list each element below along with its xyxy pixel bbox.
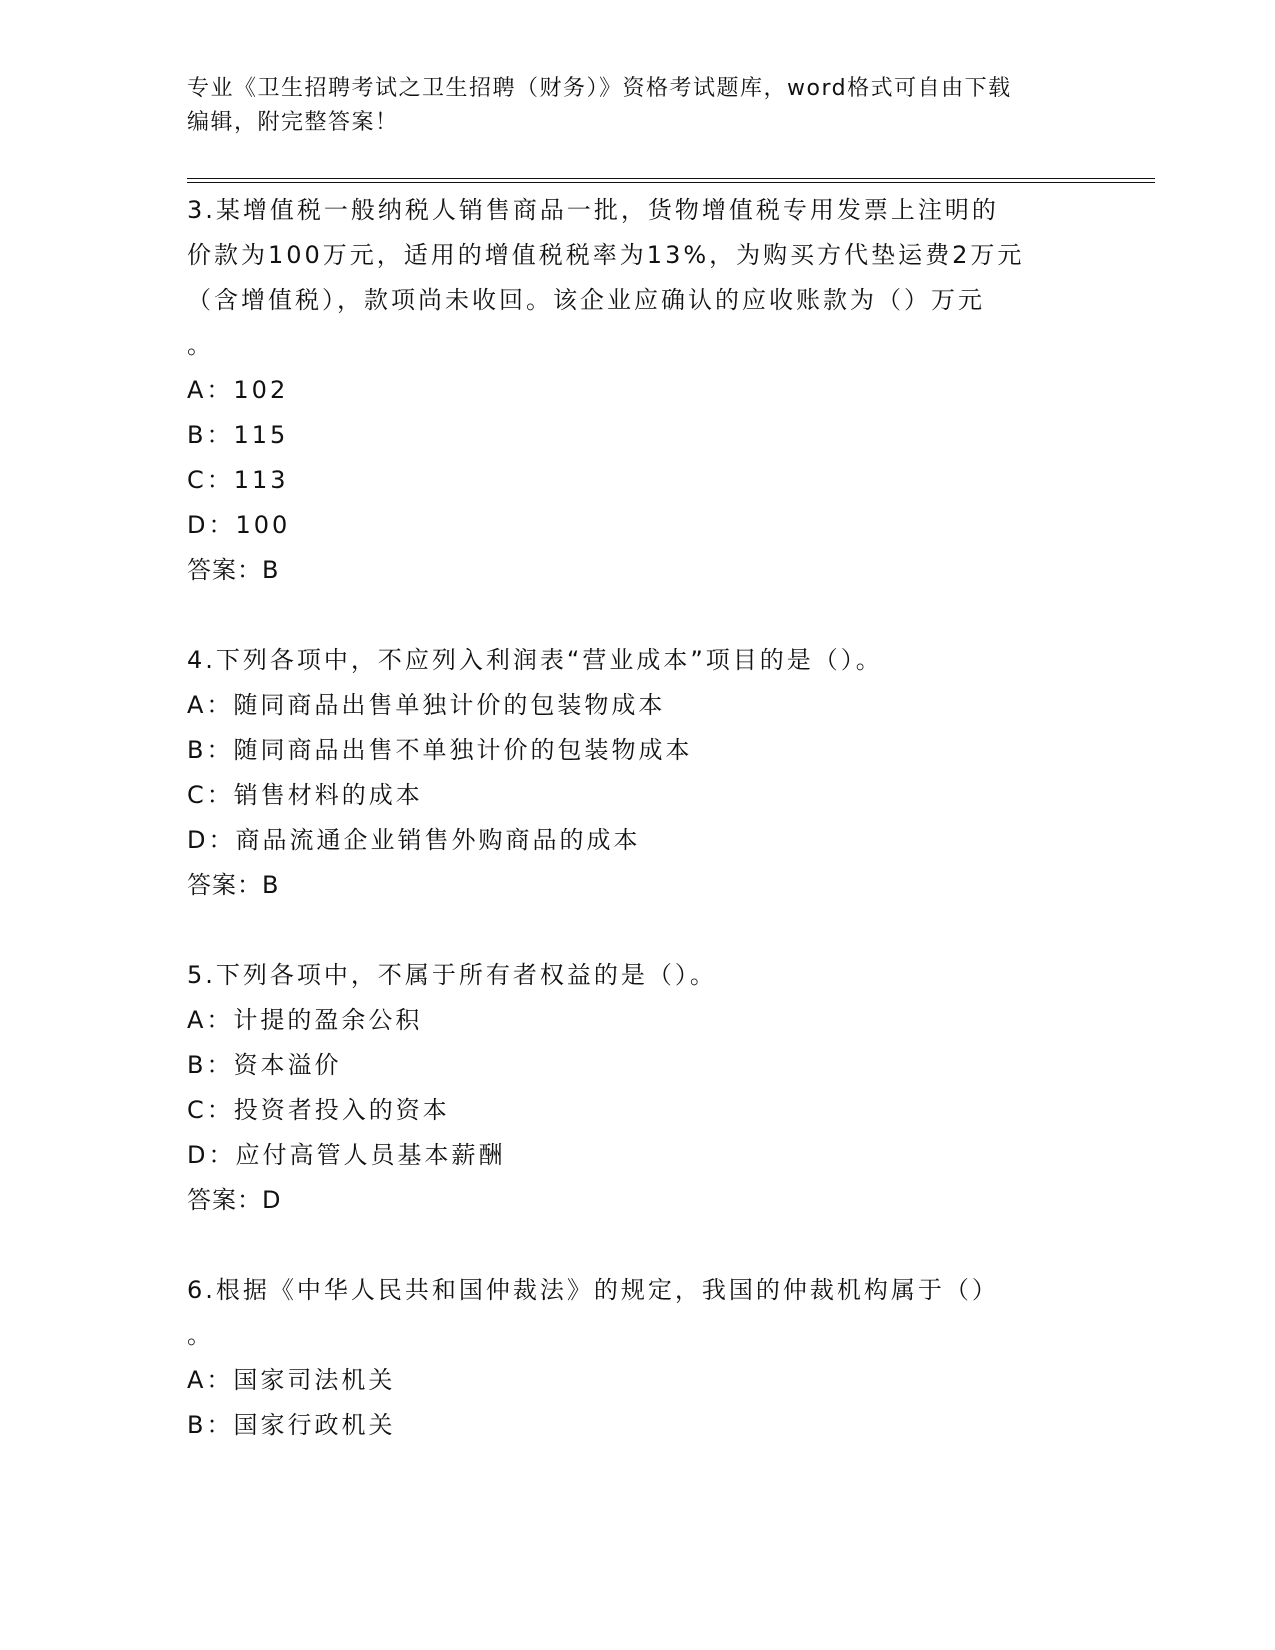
question-4 [187,638,1087,908]
question-list [187,188,1087,1448]
question-stem-line: 。 [187,331,214,359]
question-6 [187,1268,1087,1448]
header-line-1: 专业《卫生招聘考试之卫生招聘（财务）》资格考试题库，word格式可自由下载 [187,76,1012,101]
question-5 [187,953,1087,1223]
option-b: B：随同商品出售不单独计价的包装物成本 [187,736,693,764]
answer-line: 答案：D [187,1186,282,1214]
option-c: C：113 [187,466,289,494]
question-stem-line: 。 [187,1321,214,1349]
question-stem-line: （含增值税），款项尚未收回。该企业应确认的应收账款为（）万元 [187,286,985,314]
option-c: C：销售材料的成本 [187,781,423,809]
option-d: D：应付高管人员基本薪酬 [187,1141,506,1169]
question-stem-line: 5.下列各项中，不属于所有者权益的是（）。 [187,961,717,989]
option-d: D：100 [187,511,291,539]
header-divider [187,178,1155,183]
option-b: B：资本溢价 [187,1051,342,1079]
question-stem-line: 价款为100万元，适用的增值税税率为13%，为购买方代垫运费2万元 [187,241,1025,269]
option-a: A：计提的盈余公积 [187,1006,423,1034]
option-b: B：国家行政机关 [187,1411,396,1439]
answer-line: 答案：B [187,871,280,899]
question-stem-line: 4.下列各项中，不应列入利润表“营业成本”项目的是（）。 [187,646,883,674]
option-a: A：国家司法机关 [187,1366,396,1394]
question-stem-line: 6.根据《中华人民共和国仲裁法》的规定，我国的仲裁机构属于（） [187,1276,999,1304]
document-header [187,72,1087,140]
option-a: A：随同商品出售单独计价的包装物成本 [187,691,666,719]
option-c: C：投资者投入的资本 [187,1096,450,1124]
header-line-2: 编辑，附完整答案！ [187,110,399,135]
option-a: A：102 [187,376,289,404]
option-d: D：商品流通企业销售外购商品的成本 [187,826,641,854]
question-3 [187,188,1087,593]
question-stem-line: 3.某增值税一般纳税人销售商品一批，货物增值税专用发票上注明的 [187,196,999,224]
answer-line: 答案：B [187,556,280,584]
option-b: B：115 [187,421,289,449]
